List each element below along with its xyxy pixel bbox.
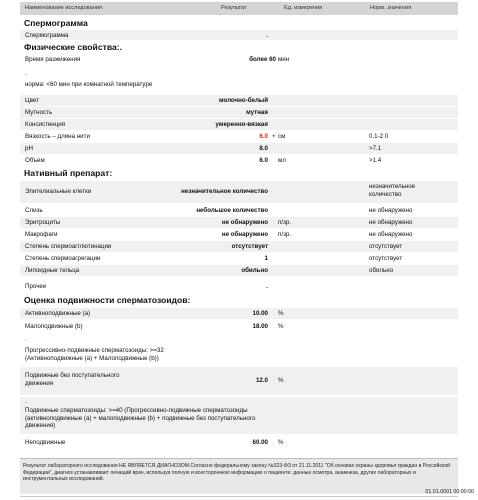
table-row bbox=[20, 367, 458, 395]
row-result: мутная bbox=[246, 109, 268, 116]
header-result: Результат bbox=[221, 5, 247, 11]
row-name: Время разжижения bbox=[25, 56, 81, 63]
disclaimer-box bbox=[20, 458, 458, 494]
row-result: молочно-белый bbox=[218, 97, 268, 104]
row-result: . bbox=[266, 32, 268, 39]
row-norm: 0.1-2.0 bbox=[369, 133, 389, 140]
row-norm: обильно bbox=[369, 267, 394, 274]
abnormal-flag: + bbox=[272, 133, 276, 140]
section-spermogram bbox=[20, 16, 458, 30]
row-result: не обнаружено bbox=[221, 231, 268, 238]
row-result: 18.00 bbox=[252, 323, 268, 330]
row-name: Эритроциты bbox=[25, 219, 61, 226]
note-dot: . bbox=[25, 398, 27, 405]
row-result: обильно bbox=[241, 267, 268, 274]
table-row bbox=[20, 107, 458, 118]
row-norm: >1.4 bbox=[369, 157, 382, 164]
row-name: Неподвижные bbox=[25, 439, 66, 446]
row-note: норма: <60 мин при комнатной температуре bbox=[25, 81, 153, 88]
section-native bbox=[20, 167, 458, 179]
row-norm: не обнаружено bbox=[369, 219, 413, 226]
row-name: Подвижные без поступательного движения bbox=[25, 372, 120, 387]
row-name: Эпителиальные клетки bbox=[25, 188, 92, 195]
row-name: Объем bbox=[25, 157, 45, 164]
table-row bbox=[20, 181, 458, 203]
row-name: Активноподвижные (a) bbox=[25, 310, 91, 317]
section-title: Оценка подвижности сперматозоидов: bbox=[24, 295, 191, 305]
row-unit: см bbox=[278, 133, 286, 140]
row-name: Малоподвижные (b) bbox=[25, 323, 83, 330]
row-name: Степень спермоагрегации bbox=[25, 255, 101, 262]
row-unit: % bbox=[278, 439, 284, 446]
section-title: Спермограмма bbox=[24, 18, 88, 28]
table-row bbox=[20, 205, 458, 216]
table-row bbox=[20, 321, 458, 332]
row-norm: отсутствует bbox=[369, 243, 403, 250]
row-name: Вязкость – длина нити bbox=[25, 133, 90, 140]
row-result: . bbox=[266, 283, 268, 290]
row-result: 6.0 bbox=[259, 133, 268, 140]
row-result: 8.0 bbox=[259, 145, 268, 152]
table-row bbox=[20, 308, 458, 319]
row-unit: % bbox=[278, 323, 284, 330]
section-title: Нативный препарат: bbox=[24, 168, 113, 178]
table-row bbox=[20, 53, 458, 93]
table-header bbox=[20, 2, 458, 15]
row-norm: >7.1 bbox=[369, 145, 382, 152]
bottom-divider bbox=[20, 496, 458, 497]
table-row bbox=[20, 155, 458, 166]
header-unit: Ед. измерения bbox=[284, 5, 323, 11]
row-result: более 60 bbox=[249, 56, 276, 63]
row-name: Спермограмма bbox=[25, 32, 69, 39]
row-unit: % bbox=[278, 377, 284, 384]
table-row bbox=[20, 119, 458, 130]
row-name: Липоидные тельца bbox=[25, 267, 80, 274]
row-name: pH bbox=[25, 145, 33, 152]
row-norm: незначительное количество bbox=[369, 183, 416, 198]
row-result: 10.00 bbox=[252, 310, 268, 317]
note-text: Подвижные сперматозоиды: >=40 (Прогрессивно-подвижные сперматозоиды (активноподвижные (a) + малоподвижные (b) + подвижные без поступательного движения) bbox=[25, 407, 256, 430]
row-unit: п/зр. bbox=[278, 219, 292, 226]
section-physical bbox=[20, 41, 458, 53]
row-result: не обнаружено bbox=[221, 219, 268, 226]
row-name: Макрофаги bbox=[25, 231, 58, 238]
report-date: 01.01.0001 00:00:00 bbox=[425, 489, 474, 495]
table-row bbox=[20, 30, 458, 40]
row-result: 60.00 bbox=[252, 439, 268, 446]
row-result: небольшое количество bbox=[196, 207, 268, 214]
header-name: Наименование исследования bbox=[25, 5, 102, 11]
table-row bbox=[20, 281, 458, 292]
section-title: Физические свойства:. bbox=[24, 42, 123, 52]
row-name: Цвет bbox=[25, 97, 39, 104]
row-result: отсутствует bbox=[231, 243, 268, 250]
note-row bbox=[20, 397, 458, 434]
note-dot: . bbox=[25, 336, 27, 343]
row-norm: не обнаружено bbox=[369, 231, 413, 238]
table-row bbox=[20, 131, 458, 142]
row-unit: мл bbox=[278, 157, 286, 164]
row-unit: мин bbox=[278, 56, 290, 63]
table-row bbox=[20, 95, 458, 106]
row-norm: отсутствует bbox=[369, 255, 403, 262]
note-text: Прогрессивно-подвижные сперматозоиды: >=32 (Активноподвижные (a) + Малоподвижные (b)) bbox=[25, 347, 164, 362]
note-row bbox=[20, 335, 458, 367]
row-name: Степень спермоагглютинации bbox=[25, 243, 112, 250]
row-result: 1 bbox=[264, 255, 268, 262]
header-norm: Норм. значения bbox=[370, 5, 412, 11]
row-unit: п/зр. bbox=[278, 231, 292, 238]
row-norm: не обнаружено bbox=[369, 207, 413, 214]
section-motility bbox=[20, 294, 458, 306]
table-row bbox=[20, 217, 458, 228]
table-row bbox=[20, 265, 458, 276]
row-dot: . bbox=[25, 70, 27, 77]
table-row bbox=[20, 143, 458, 154]
row-result: 12.0 bbox=[255, 377, 268, 384]
row-result: 6.0 bbox=[259, 157, 268, 164]
row-name: Слизь bbox=[25, 207, 43, 214]
table-row bbox=[20, 229, 458, 240]
table-row bbox=[20, 253, 458, 264]
disclaimer-text: Результат лабораторного исследования НЕ ЯВЛЯЕТСЯ ДИАГНОЗОМ.Согласно федеральному закону №323-ФЗ от 21.11.2011 "Об основах охраны здоровья граждан в Российской Федерации", диагноз устанавливает лечащий врач, используя полную и всестороннюю информацию о пациенте: данные осмотра, анамнеза, других лабораторных и инструментальных исследований. bbox=[23, 463, 450, 482]
table-row bbox=[20, 241, 458, 252]
row-unit: % bbox=[278, 310, 284, 317]
table-row bbox=[20, 437, 458, 448]
row-name: Консистенция bbox=[25, 121, 66, 128]
row-name: Прочее bbox=[25, 283, 47, 290]
row-result: умеренно-вязкая bbox=[215, 121, 268, 128]
row-result: незначительное количество bbox=[181, 188, 268, 195]
row-name: Мутность bbox=[25, 109, 53, 116]
